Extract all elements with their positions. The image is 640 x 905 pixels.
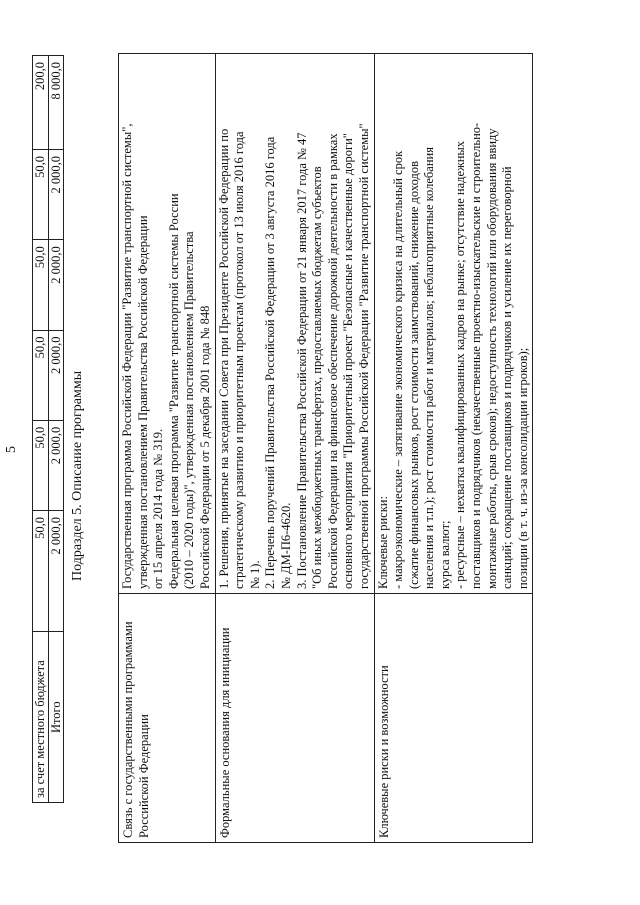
row-value (119, 54, 216, 594)
table-cell: 50,0 (33, 511, 49, 632)
table-row (215, 54, 374, 843)
page-number: 5 (4, 446, 19, 453)
text-line: санкций; сокращение поставщиков и подрядчиков и усиление их переговорной (500, 166, 515, 589)
row-label: Итого (48, 632, 64, 803)
table-cell: 2 000,0 (48, 330, 64, 420)
text-line: № ДМ-П6-4620. (278, 502, 293, 589)
text-line: - ресурсные – нехватка квалифицированных кадров на рынке; отсутствие надежных (453, 140, 468, 589)
table-cell: 50,0 (33, 240, 49, 330)
text-line: основного мероприятия "Приоритетный проект "Безопасные и качественные дороги" (341, 133, 356, 589)
text-line: 1. Решения, принятые на заседании Совета при Президенте Российской Федерации по (216, 128, 231, 589)
text-line: Российской Федерации на финансовое обеспечение дорожной деятельности в рамках (325, 133, 340, 589)
table-row (33, 56, 49, 803)
table-row (48, 56, 64, 803)
text-line: населения и т.п.); рост стоимости работ и материалов; неблагоприятные колебания (422, 147, 437, 589)
text-line: поставщиков и подрядчиков (некачественные проектно-изыскательские и строительно- (469, 122, 484, 589)
text-line: 2. Перечень поручений Правительства Российской Федерации от 3 августа 2016 года (263, 136, 278, 589)
description-table (118, 53, 533, 843)
text-line: стратегическому развитию и приоритетным проектам (протокол от 13 июля 2016 года (232, 131, 247, 589)
text-line: от 15 апреля 2014 года № 319. (151, 428, 166, 589)
row-key: Ключевые риски и возможности (374, 594, 533, 843)
table-cell: 2 000,0 (48, 511, 64, 632)
table-cell: 50,0 (33, 330, 49, 420)
row-value (374, 54, 533, 594)
row-key: Связь с государственными программами Российской Федерации (119, 594, 216, 843)
text-line: Государственная программа Российской Федерации "Развитие транспортной системы", (120, 123, 134, 589)
row-key: Формальные основания для инициации (215, 594, 374, 843)
text-line: № 1). (247, 560, 262, 589)
table-cell: 200,0 (33, 56, 49, 150)
text-line: Ключевые риски: (375, 496, 390, 589)
table-row (119, 54, 216, 843)
budget-table (32, 55, 64, 803)
text-line: 3. Постановление Правительства Российской Федерации от 21 января 2017 года № 47 (294, 132, 309, 589)
table-cell: 50,0 (33, 149, 49, 239)
text-line: Федеральная целевая программа "Развитие транспортной системы России (166, 193, 181, 589)
row-label: за счет местного бюджета (33, 632, 49, 803)
table-cell: 8 000,0 (48, 56, 64, 150)
table-row (374, 54, 533, 843)
text-line: монтажные работы, срыв сроков); недоступность технологий или оборудования ввиду (484, 128, 499, 589)
text-line: (2010 – 2020 годы)", утвержденная постановлением Правительства (182, 231, 197, 589)
text-line: - макроэкономические – затягивание экономического кризиса на длительный срок (391, 150, 406, 589)
text-line: утвержденная постановлением Правительства Российской Федерации (135, 215, 150, 589)
text-line: курса валют; (437, 520, 452, 589)
table-cell: 2 000,0 (48, 149, 64, 239)
text-line: позиции (в т. ч. из-за консолидации игроков); (515, 347, 530, 589)
table-cell: 2 000,0 (48, 240, 64, 330)
text-line: "Об иных межбюджетных трансфертах, предоставляемых бюджетам субъектов (310, 166, 325, 589)
row-value (215, 54, 374, 594)
table-cell: 50,0 (33, 420, 49, 510)
text-line: Российской Федерации от 5 декабря 2001 года № 848 (197, 305, 212, 589)
table-cell: 2 000,0 (48, 420, 64, 510)
section-subtitle: Подраздел 5. Описание программы (70, 370, 85, 581)
text-line: государственной программы Российской Федерации "Развитие транспортной системы" (356, 123, 371, 589)
text-line: (сжатие финансовых рынков, рост стоимости заимствований, снижение доходов (406, 160, 421, 589)
